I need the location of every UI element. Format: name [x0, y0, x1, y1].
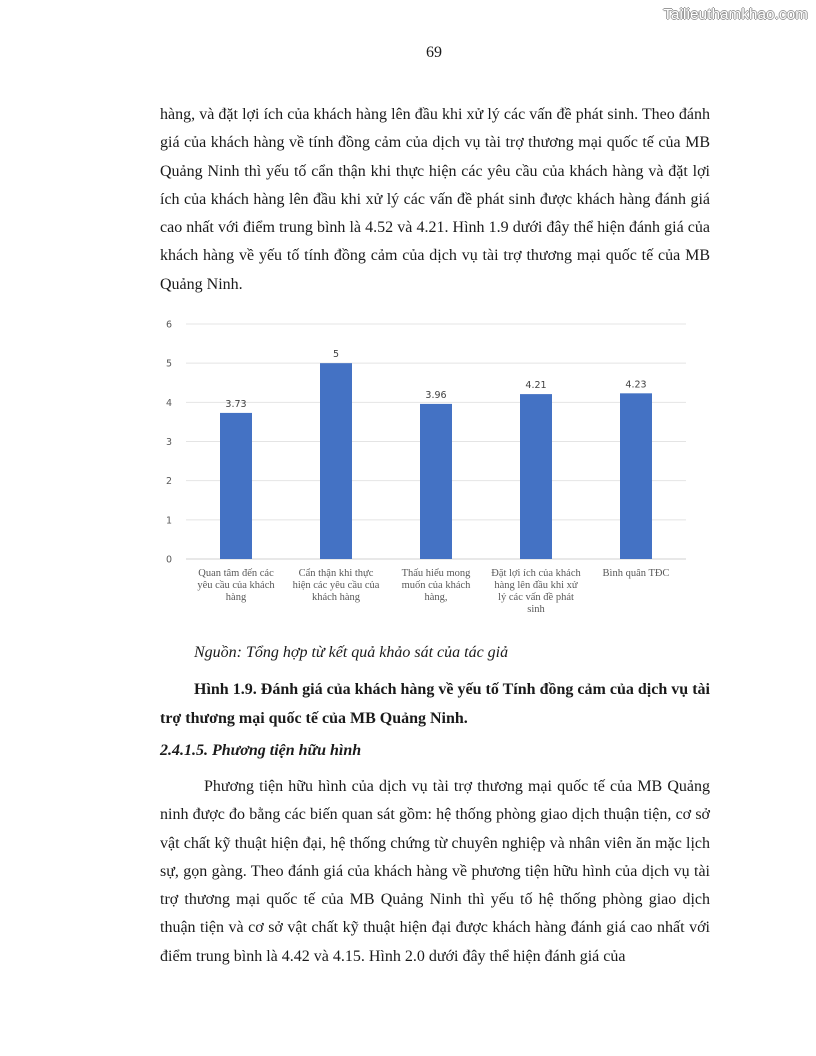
data-label: 3.73 [225, 398, 247, 410]
watermark: Tailieuthamkhao.com [663, 6, 808, 23]
data-label: 4.23 [625, 379, 647, 391]
figure-caption: Hình 1.9. Đánh giá của khách hàng về yếu tố Tính đồng cảm của dịch vụ tài trợ thương mại quốc tế của MB Quảng Ninh. [160, 681, 710, 727]
y-tick-label: 0 [165, 554, 172, 566]
bar [520, 394, 552, 559]
body-paragraph-2: Phương tiện hữu hình của dịch vụ tài trợ thương mại quốc tế của MB Quảng ninh được đo bằng các biến quan sát gồm: hệ thống phòng giao dịch thuận tiện, cơ sở vật chất kỹ thuật hiện đại, hệ thống chứng từ chuyên nghiệp và nhân viên ăn mặc lịch sự, gọn gàng. Theo đánh giá của khách hàng về phương tiện hữu hình của dịch vụ tài trợ thương mại quốc tế của MB Quảng Ninh thì yếu tố hệ thống phòng giao dịch thuận tiện và cơ sở vật chất kỹ thuật hiện đại được khách hàng đánh giá cao nhất với điểm trung bình là 4.42 và 4.15. Hình 2.0 dưới đây thể hiện đánh giá của [160, 778, 710, 965]
x-category-label: Bình quân TĐC [602, 568, 670, 579]
x-category-label: Đặt lợi ích của khách hàng lên đầu khi xử lý các vấn đề phát sinh [491, 568, 581, 615]
y-tick-label: 3 [165, 437, 172, 448]
y-tick-label: 1 [165, 515, 172, 527]
data-label: 5 [332, 349, 340, 361]
bar-chart [160, 312, 700, 632]
bar [220, 413, 252, 559]
y-tick-label: 5 [165, 358, 172, 370]
body-paragraph: hàng, và đặt lợi ích của khách hàng lên đầu khi xử lý các vấn đề phát sinh. Theo đánh giá của khách hàng về tính đồng cảm của dịch vụ tài trợ thương mại quốc tế của MB Quảng Ninh thì yếu tố cẩn thận khi thực hiện các yêu cầu của khách hàng và đặt lợi ích của khách hàng lên đầu khi xử lý các vấn đề phát sinh được khách hàng đánh giá cao nhất với điểm trung bình là 4.52 và 4.21. Hình 1.9 dưới đây thể hiện đánh giá của khách hàng về yếu tố tính đồng cảm của dịch vụ tài trợ thương mại quốc tế của MB Quảng Ninh. [160, 106, 710, 293]
y-tick-label: 6 [165, 319, 172, 331]
bar [620, 393, 652, 559]
y-tick-label: 2 [165, 476, 172, 488]
data-label: 3.96 [425, 389, 447, 401]
page-number: 69 [426, 44, 442, 61]
source-note: Nguồn: Tổng hợp từ kết quả khảo sát của tác giả [194, 644, 509, 661]
y-tick-label: 4 [165, 397, 172, 409]
x-category-label: Thấu hiểu mong muốn của khách hàng, [401, 568, 471, 603]
x-category-label: Cẩn thận khi thực hiện các yêu cầu của khách hàng [292, 568, 380, 603]
section-heading: 2.4.1.5. Phương tiện hữu hình [160, 742, 362, 759]
bar [320, 363, 352, 559]
bar [420, 404, 452, 559]
data-label: 4.21 [525, 380, 547, 392]
x-category-label: Quan tâm đến các yêu cầu của khách hàng [197, 568, 275, 603]
